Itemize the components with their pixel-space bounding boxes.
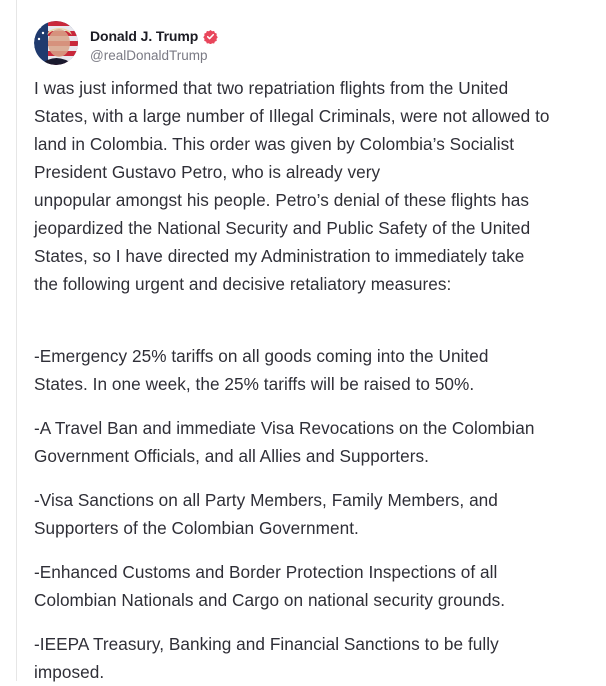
text-line: imposed. bbox=[34, 662, 105, 682]
measure-item bbox=[34, 486, 606, 542]
text-line: unpopular amongst his people. Petro’s denial of these flights has bbox=[34, 190, 530, 210]
display-name[interactable]: Donald J. Trump bbox=[90, 28, 199, 44]
measure-item bbox=[34, 414, 606, 470]
post-header bbox=[34, 21, 218, 67]
text-line: -Emergency 25% tariffs on all goods coming into the United bbox=[34, 346, 489, 366]
verified-badge-icon bbox=[203, 29, 218, 44]
text-line: I was just informed that two repatriation flights from the United bbox=[34, 78, 509, 98]
display-name-row bbox=[90, 27, 218, 45]
text-line: -IEEPA Treasury, Banking and Financial Sanctions to be fully bbox=[34, 634, 499, 654]
text-line: Government Officials, and all Allies and Supporters. bbox=[34, 446, 429, 466]
text-line: -Visa Sanctions on all Party Members, Family Members, and bbox=[34, 490, 498, 510]
measure-item bbox=[34, 630, 606, 686]
avatar-image bbox=[34, 21, 78, 65]
post-card bbox=[16, 0, 606, 681]
avatar[interactable] bbox=[34, 21, 78, 65]
measure-item bbox=[34, 558, 606, 614]
text-line: jeopardized the National Security and Public Safety of the United bbox=[34, 218, 531, 238]
author-info bbox=[90, 27, 218, 63]
text-line: President Gustavo Petro, who is already very bbox=[34, 162, 381, 182]
post-body bbox=[34, 74, 606, 686]
text-line: the following urgent and decisive retaliatory measures: bbox=[34, 274, 452, 294]
text-line: -Enhanced Customs and Border Protection Inspections of all bbox=[34, 562, 498, 582]
text-line: land in Colombia. This order was given by Colombia’s Socialist bbox=[34, 134, 515, 154]
text-line: States. In one week, the 25% tariffs will be raised to 50%. bbox=[34, 374, 475, 394]
text-line: -A Travel Ban and immediate Visa Revocations on the Colombian bbox=[34, 418, 535, 438]
text-line: States, with a large number of Illegal Criminals, were not allowed to bbox=[34, 106, 550, 126]
text-line: Colombian Nationals and Cargo on national security grounds. bbox=[34, 590, 506, 610]
text-line: States, so I have directed my Administration to immediately take bbox=[34, 246, 525, 266]
measure-item bbox=[34, 342, 606, 398]
user-handle[interactable]: @realDonaldTrump bbox=[90, 48, 208, 63]
post-intro-paragraph bbox=[34, 74, 606, 298]
text-line: Supporters of the Colombian Government. bbox=[34, 518, 359, 538]
